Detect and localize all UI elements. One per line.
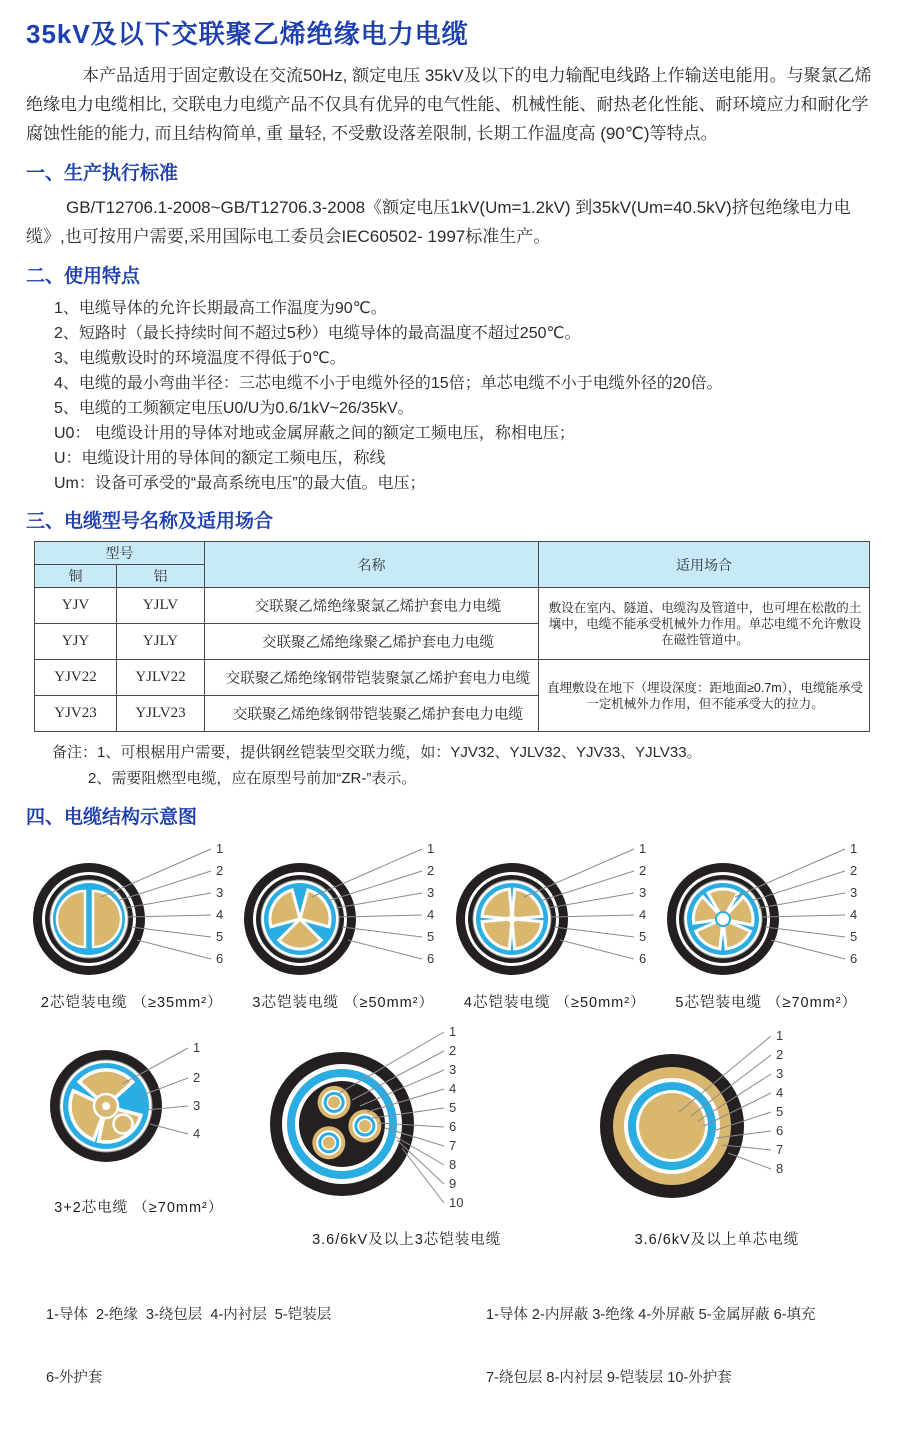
cable-cross-section-4core: [450, 837, 660, 989]
section3-heading: 三、电缆型号名称及适用场合: [26, 511, 274, 532]
col-header-copper: 铜: [35, 565, 117, 588]
diagram-label: 1: [850, 841, 858, 856]
diagram-row-2: [26, 1026, 872, 1249]
model-name: 交联聚乙烯绝缘聚乙烯护套电力电缆: [205, 624, 539, 660]
model-aluminum: YJLV22: [117, 660, 205, 696]
diagram-label: 5: [638, 929, 646, 944]
diagram-label: 6: [427, 951, 435, 966]
model-name: 交联聚乙烯绝缘钢带铠装聚氯乙烯护套电力电缆: [205, 660, 539, 696]
diagram-4core: [449, 837, 661, 1012]
diagram-label: 8: [775, 1161, 784, 1176]
diagram-label: 3: [775, 1066, 784, 1081]
diagram-caption: 2芯铠装电缆 （≥35mm²）: [40, 995, 223, 1011]
model-copper: YJY: [35, 624, 117, 660]
diagram-caption: 3.6/6kV及以上3芯铠装电缆: [312, 1232, 502, 1248]
diagram-caption: 4芯铠装电缆 （≥50mm²）: [463, 995, 646, 1011]
diagram-label: 7: [448, 1138, 456, 1153]
diagram-label: 1: [775, 1028, 784, 1043]
section1-heading: 一、生产执行标准: [26, 163, 179, 184]
cable-cross-section-3plus2: [26, 1026, 251, 1194]
note-line: 备注：1、可根椐用户需要，提供钢丝铠装型交联力缆，如：YJV32、YJLV32、YJV33、YJLV33。: [52, 744, 702, 761]
diagram-label: 7: [775, 1142, 784, 1157]
legend-line: 1-导体 2-内屏蔽 3-绝缘 4-外屏蔽 5-金属屏蔽 6-填充: [486, 1307, 816, 1323]
diagram-label: 1: [193, 1040, 201, 1055]
diagram-caption: 3芯铠装电缆 （≥50mm²）: [252, 995, 435, 1011]
diagram-label: 3: [638, 885, 646, 900]
model-aluminum: YJLV: [117, 588, 205, 624]
diagram-label: 5: [215, 929, 223, 944]
diagram-label: 5: [850, 929, 858, 944]
diagram-label: 2: [448, 1043, 456, 1058]
hv-core: [312, 1126, 345, 1159]
diagram-label: 3: [193, 1098, 201, 1113]
diagram-label: 6: [638, 951, 646, 966]
diagram-label: 4: [448, 1081, 456, 1096]
col-header-model: 型号: [35, 542, 205, 565]
model-table: [34, 541, 870, 732]
legend-line: 1-导体 2-绝缘 3-绕包层 4-内衬层 5-铠装层: [46, 1307, 332, 1323]
diagram-label: 3: [215, 885, 223, 900]
feature-list: [26, 296, 872, 496]
model-copper: YJV23: [35, 696, 117, 732]
legend-line: 6-外护套: [46, 1370, 103, 1386]
legend-left: [46, 1263, 476, 1431]
application-cell: 直埋敷设在地下（埋设深度：距地面≥0.7m），电缆能承受一定机械外力作用，但不能承受大的拉力。: [539, 660, 870, 732]
diagram-label: 2: [850, 863, 858, 878]
legend-line: 7-绕包层 8-内衬层 9-铠装层 10-外护套: [486, 1370, 732, 1386]
diagram-label: 5: [775, 1104, 784, 1119]
cable-cross-section-2core: [27, 837, 237, 989]
diagram-row-1: [26, 837, 872, 1012]
diagram-label: 2: [775, 1047, 784, 1062]
diagram-caption: 3.6/6kV及以上单芯电缆: [634, 1232, 800, 1248]
diagram-caption: 5芯铠装电缆 （≥70mm²）: [675, 995, 858, 1011]
diagram-hv-singlecore: [562, 1026, 872, 1249]
diagram-label: 6: [215, 951, 223, 966]
col-header-application: 适用场合: [539, 542, 870, 588]
diagram-label: 4: [638, 907, 646, 922]
diagram-label: 1: [638, 841, 646, 856]
diagram-label: 1: [427, 841, 435, 856]
feature-item: U0： 电缆设计用的导体对地或金属屏蔽之间的额定工频电压，称相电压；: [54, 425, 575, 442]
diagram-label: 6: [448, 1119, 456, 1134]
diagram-label: 8: [448, 1157, 456, 1172]
table-row: [35, 660, 870, 696]
model-copper: YJV: [35, 588, 117, 624]
model-name: 交联聚乙烯绝缘聚氯乙烯护套电力电缆: [205, 588, 539, 624]
diagram-label: 3: [448, 1062, 456, 1077]
intro-paragraph: 本产品适用于固定敷设在交流50Hz, 额定电压 35kV及以下的电力输配电线路上作输送电能用。与聚氯乙烯绝缘电力电缆相比, 交联电力电缆产品不仅具有优异的电气性能、机械性能、耐热老化性能、耐环境应力和耐化学腐蚀性能的能力, 而且结构简单, 重 量轻, 不受敷设落差限制, 长期工作温度高 (90℃)等特点。: [26, 66, 872, 143]
diagram-label: 10: [448, 1195, 464, 1210]
diagram-label: 2: [215, 863, 223, 878]
legend-right: [486, 1263, 816, 1431]
diagram-legends: [26, 1263, 872, 1431]
feature-item: Um：设备可承受的“最高系统电压”的最大值。电压；: [54, 475, 426, 492]
note-line: 2、需要阻燃型电缆，应在原型号前加“ZR-”表示。: [88, 770, 417, 787]
feature-item: 5、电缆的工频额定电压U0/U为0.6/1kV~26/35kV。: [54, 400, 414, 417]
col-header-aluminum: 铝: [117, 565, 205, 588]
table-row: [35, 588, 870, 624]
diagram-2core: [26, 837, 238, 1012]
diagram-label: 4: [427, 907, 435, 922]
hv-core: [317, 1086, 350, 1119]
diagram-label: 6: [775, 1123, 784, 1138]
diagram-label: 4: [850, 907, 858, 922]
diagram-hv-3core: [252, 1026, 562, 1249]
diagram-label: 3: [427, 885, 435, 900]
diagram-label: 2: [638, 863, 646, 878]
model-name: 交联聚乙烯绝缘钢带铠装聚乙烯护套电力电缆: [205, 696, 539, 732]
model-aluminum: YJLY: [117, 624, 205, 660]
diagram-label: 5: [427, 929, 435, 944]
cable-cross-section-hv-single: [567, 1026, 867, 1226]
page-title: 35kV及以下交联聚乙烯绝缘电力电缆: [26, 19, 469, 49]
diagram-label: 1: [448, 1026, 456, 1039]
cable-cross-section-hv-3core: [252, 1026, 562, 1226]
table-notes: [26, 740, 872, 792]
feature-item: 3、电缆敷设时的环境温度不得低于0℃。: [54, 350, 346, 367]
diagram-3core: [238, 837, 450, 1012]
diagram-5core: [661, 837, 873, 1012]
cable-cross-section-3core: [238, 837, 448, 989]
diagram-3plus2core: [26, 1026, 252, 1249]
application-cell: 敷设在室内、隧道、电缆沟及管道中，也可埋在松散的土壤中，电缆不能承受机械外力作用。单芯电缆不允许敷设在磁性管道中。: [539, 588, 870, 660]
diagram-label: 9: [448, 1176, 456, 1191]
diagram-label: 3: [850, 885, 858, 900]
feature-item: U：电缆设计用的导体间的额定工频电压，称线: [54, 450, 386, 467]
diagram-label: 1: [215, 841, 223, 856]
feature-item: 4、电缆的最小弯曲半径：三芯电缆不小于电缆外径的15倍；单芯电缆不小于电缆外径的20倍。: [54, 375, 723, 392]
hv-core: [348, 1110, 381, 1143]
col-header-name: 名称: [205, 542, 539, 588]
cable-cross-section-5core: [661, 837, 871, 989]
section2-heading: 二、使用特点: [26, 266, 141, 287]
diagram-label: 4: [215, 907, 223, 922]
diagram-label: 2: [427, 863, 435, 878]
diagram-label: 6: [850, 951, 858, 966]
diagram-label: 2: [193, 1070, 201, 1085]
model-aluminum: YJLV23: [117, 696, 205, 732]
diagram-label: 5: [448, 1100, 456, 1115]
diagram-label: 4: [193, 1126, 201, 1141]
feature-item: 2、短路时（最长持续时间不超过5秒）电缆导体的最高温度不超过250℃。: [54, 325, 581, 342]
section4-heading: 四、电缆结构示意图: [26, 807, 198, 828]
feature-item: 1、电缆导体的允许长期最高工作温度为90℃。: [54, 300, 387, 317]
diagram-label: 4: [775, 1085, 784, 1100]
section1-body: GB/T12706.1-2008~GB/T12706.3-2008《额定电压1kV(Um=1.2kV) 到35kV(Um=40.5kV)挤包绝缘电力电缆》,也可按用户需要,采用国际电工委员会IEC60502- 1997标准生产。: [26, 198, 851, 246]
model-copper: YJV22: [35, 660, 117, 696]
diagram-caption: 3+2芯电缆 （≥70mm²）: [54, 1200, 224, 1216]
